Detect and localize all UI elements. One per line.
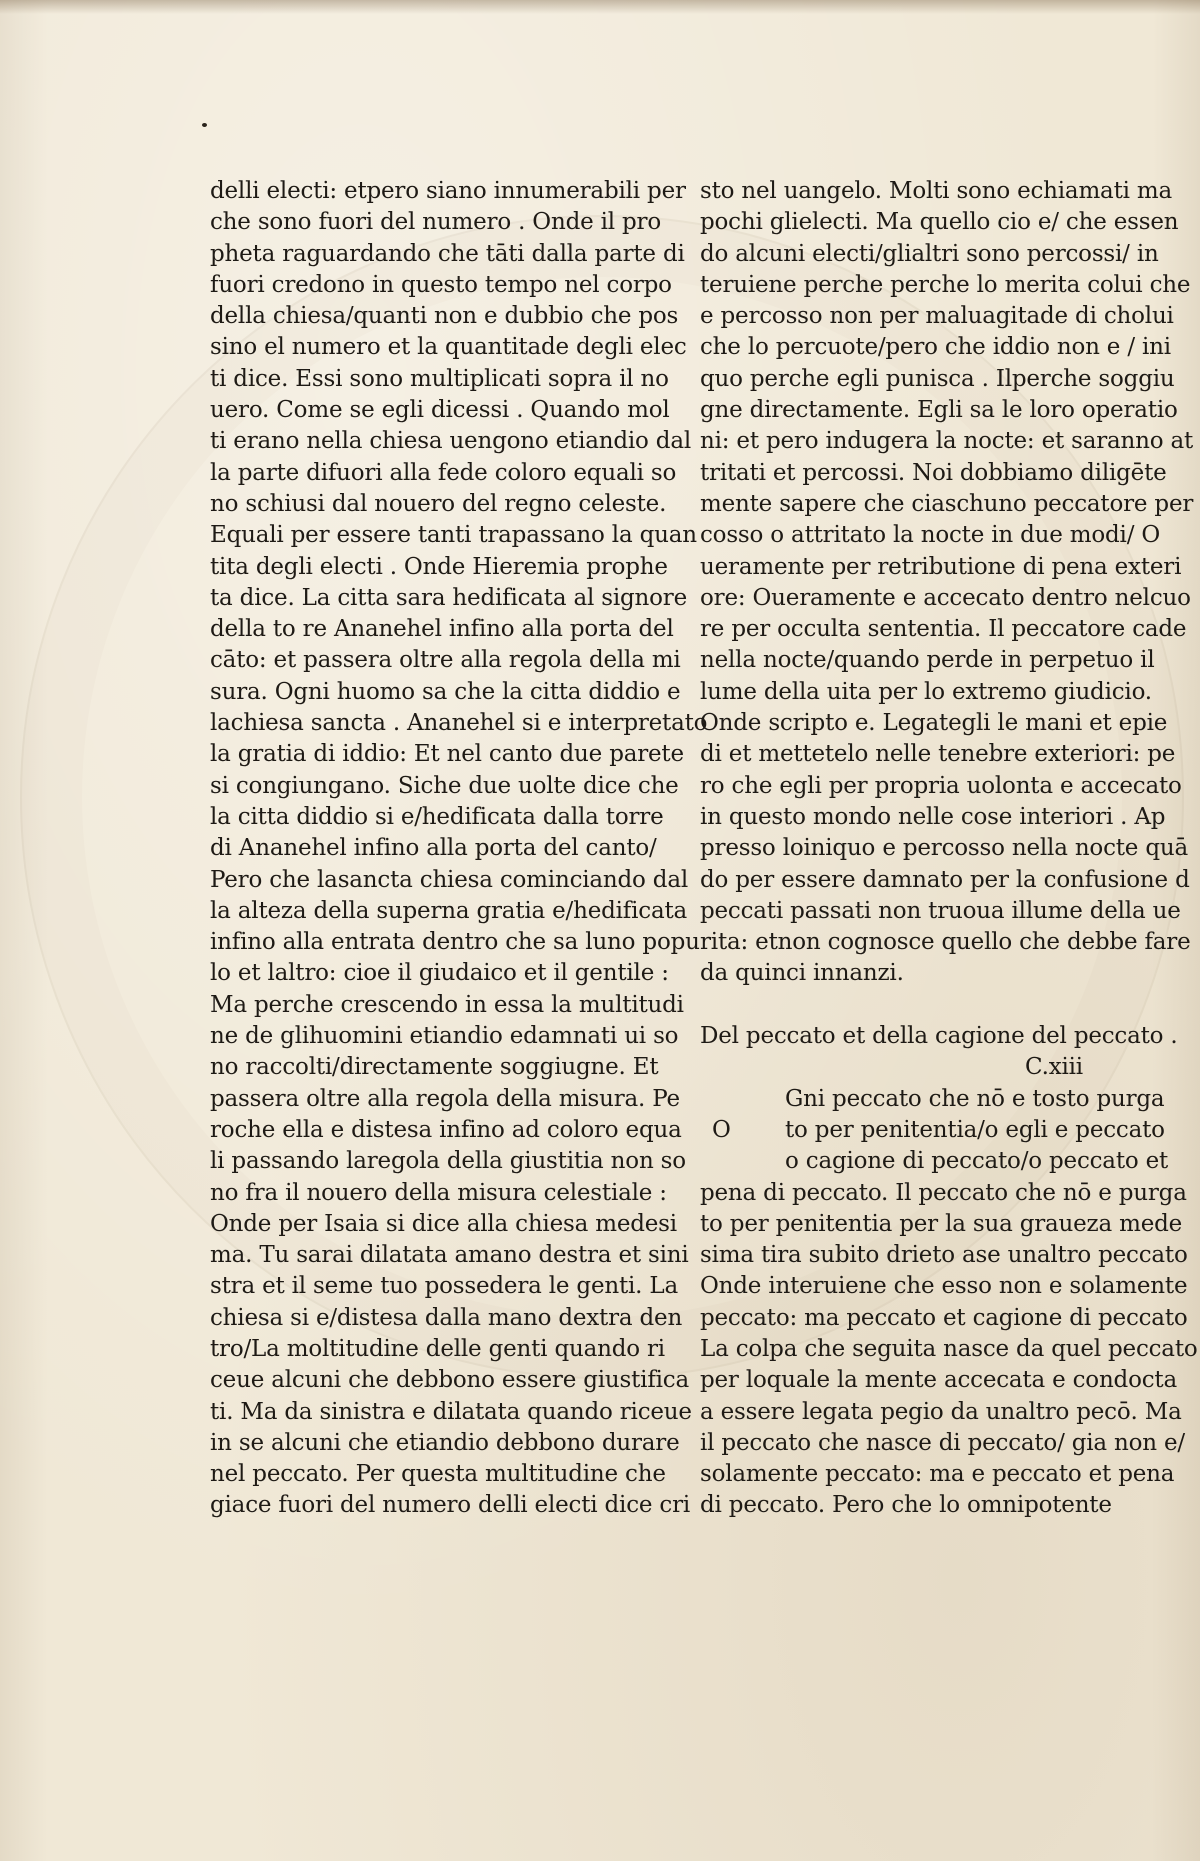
text-line: La colpa che seguita nasce da quel peccato — [700, 1335, 1198, 1362]
text-line: no fra il nouero della misura celestiale : — [210, 1179, 667, 1206]
right-column-text — [700, 176, 1194, 990]
text-line: ma. Tu sarai dilatata amano destra et sini — [210, 1242, 689, 1269]
initial-letter: O — [712, 1116, 731, 1143]
text-line: ti erano nella chiesa uengono etiandio dal — [210, 428, 691, 455]
text-line: tita degli electi . Onde Hieremia prophe — [210, 553, 668, 580]
text-line: di et mettetelo nelle tenebre exteriori: pe — [700, 741, 1176, 768]
text-line: stra et il seme tuo possedera le genti. La — [210, 1273, 678, 1300]
text-line: gne directamente. Egli sa le loro operatio — [700, 397, 1178, 424]
text-line: lume della uita per lo extremo giudicio. — [700, 678, 1152, 705]
paragraph-gap — [700, 990, 1140, 1021]
text-line: ueramente per retributione di pena exteri — [700, 553, 1182, 580]
text-line: to per penitentia/o egli e peccato — [785, 1116, 1165, 1143]
text-line: tritati et percossi. Noi dobbiamo diligēte — [700, 459, 1167, 486]
text-line: il peccato che nasce di peccato/ gia non e/ — [700, 1429, 1185, 1456]
text-line: la citta diddio si e/hedificata dalla torre — [210, 803, 664, 830]
text-line: che lo percuote/pero che iddio non e / ini — [700, 334, 1171, 361]
text-line: cāto: et passera oltre alla regola della mi — [210, 647, 681, 674]
text-line: la alteza della superna gratia e/hedificata — [210, 897, 688, 924]
text-line: mente sapere che ciaschuno peccatore per — [700, 490, 1194, 517]
text-line: sura. Ogni huomo sa che la citta diddio e — [210, 678, 681, 705]
text-line: ceue alcuni che debbono essere giustifica — [210, 1367, 689, 1394]
text-line: si congiungano. Siche due uolte dice che — [210, 772, 679, 799]
text-line: Pero che lasancta chiesa cominciando dal — [210, 866, 688, 893]
text-line: Onde per Isaia si dice alla chiesa medesi — [210, 1210, 677, 1237]
text-line: sto nel uangelo. Molti sono echiamati ma — [700, 178, 1173, 204]
text-line: roche ella e distesa infino ad coloro equa — [210, 1116, 682, 1143]
text-line: da quinci innanzi. — [700, 960, 904, 987]
text-line: nel peccato. Per questa multitudine che — [210, 1461, 666, 1488]
chapter-body — [700, 1178, 1198, 1522]
text-line: Gni peccato che nō e tosto purga — [785, 1085, 1165, 1112]
text-line: presso loiniquo e percosso nella nocte quā — [700, 835, 1188, 862]
text-line: rita: etnon cognosce quello che debbe fare — [700, 929, 1191, 956]
ink-mark — [202, 123, 207, 127]
text-line: fuori credono in questo tempo nel corpo — [210, 271, 672, 298]
text-line: to per penitentia per la sua graueza mede — [700, 1210, 1183, 1237]
text-line: giace fuori del numero delli electi dice cri — [210, 1492, 691, 1519]
text-line: infino alla entrata dentro che sa luno popu — [210, 929, 700, 956]
text-line: a essere legata pegio da unaltro pecō. Ma — [700, 1398, 1182, 1425]
text-line: pena di peccato. Il peccato che nō e purga — [700, 1179, 1187, 1206]
text-line: quo perche egli punisca . Ilperche soggiu — [700, 365, 1175, 392]
text-line: Onde scripto e. Legategli le mani et epie — [700, 710, 1168, 737]
text-line: Ma perche crescendo in essa la multitudi — [210, 991, 684, 1018]
text-line: pheta raguardando che tāti dalla parte di — [210, 240, 685, 267]
text-line: peccati passati non truoua illume della ue — [700, 897, 1181, 924]
text-line: Onde interuiene che esso non e solamente — [700, 1273, 1188, 1300]
page-edge-shadow — [0, 0, 1200, 14]
text-line: peccato: ma peccato et cagione di peccato — [700, 1304, 1188, 1331]
right-text-column — [700, 176, 1198, 1522]
text-line: lo et laltro: cioe il giudaico et il gentile : — [210, 960, 669, 987]
text-line: ti. Ma da sinistra e dilatata quando riceue — [210, 1398, 692, 1425]
text-line: delli electi: etpero siano innumerabili per — [210, 178, 686, 204]
text-line: la parte difuori alla fede coloro equali so — [210, 459, 677, 486]
initial-lines — [700, 1084, 1169, 1178]
text-line: no schiusi dal nouero del regno celeste. — [210, 490, 667, 517]
text-line: pochi glielecti. Ma quello cio e/ che essen — [700, 209, 1179, 236]
text-line: tro/La moltitudine delle genti quando ri — [210, 1335, 665, 1362]
text-line: o cagione di peccato/o peccato et — [785, 1148, 1169, 1175]
text-line: sino el numero et la quantitade degli elec — [210, 334, 687, 361]
text-line: lachiesa sancta . Ananehel si e interpretato — [210, 710, 708, 737]
text-line: teruiene perche perche lo merita colui che — [700, 271, 1191, 298]
text-line: e percosso non per maluagitade di cholui — [700, 303, 1174, 330]
text-line: per loquale la mente accecata e condocta — [700, 1367, 1177, 1394]
text-line: chiesa si e/distesa dalla mano dextra den — [210, 1304, 683, 1331]
text-line: uero. Come se egli dicessi . Quando mol — [210, 397, 670, 424]
text-line: ta dice. La citta sara hedificata al signore — [210, 584, 687, 611]
left-text-column — [210, 176, 708, 1522]
text-line: di Ananehel infino alla porta del canto/ — [210, 835, 657, 862]
text-line: sima tira subito drieto ase unaltro peccato — [700, 1242, 1188, 1269]
text-line: Equali per essere tanti trapassano la quan — [210, 522, 697, 549]
text-line: della chiesa/quanti non e dubbio che pos — [210, 303, 679, 330]
text-line: do per essere damnato per la confusione d — [700, 866, 1190, 893]
text-line: no raccolti/directamente soggiugne. Et — [210, 1054, 659, 1081]
text-line: ro che egli per propria uolonta e accecato — [700, 772, 1182, 799]
text-line: in se alcuni che etiandio debbono durare — [210, 1429, 680, 1456]
text-line: di peccato. Pero che lo omnipotente — [700, 1492, 1112, 1519]
text-line: nella nocte/quando perde in perpetuo il — [700, 647, 1155, 674]
text-line: li passando laregola della giustitia non so — [210, 1148, 686, 1175]
chapter-number: C.xiii — [1025, 1054, 1083, 1081]
text-line: re per occulta sententia. Il peccatore cade — [700, 616, 1187, 643]
text-line: della to re Ananehel infino alla porta del — [210, 616, 674, 643]
text-line: do alcuni electi/glialtri sono percossi/ in — [700, 240, 1159, 267]
text-line: solamente peccato: ma e peccato et pena — [700, 1461, 1175, 1488]
text-line: passera oltre alla regola della misura. Pe — [210, 1085, 680, 1112]
chapter-heading: Del peccato et della cagione del peccato . — [700, 1023, 1178, 1050]
text-line: la gratia di iddio: Et nel canto due parete — [210, 741, 684, 768]
text-line: che sono fuori del numero . Onde il pro — [210, 209, 661, 236]
text-line: ni: et pero indugera la nocte: et saranno at — [700, 428, 1194, 455]
chapter-opening — [700, 1084, 1169, 1178]
text-line: ore: Oueramente e accecato dentro nelcuo — [700, 584, 1191, 611]
text-line: ne de glihuomini etiandio edamnati ui so — [210, 1023, 679, 1050]
text-line: ti dice. Essi sono multiplicati sopra il no — [210, 365, 669, 392]
text-line: in questo mondo nelle cose interiori . Ap — [700, 803, 1166, 830]
text-line: cosso o attritato la nocte in due modi/ O — [700, 522, 1161, 549]
